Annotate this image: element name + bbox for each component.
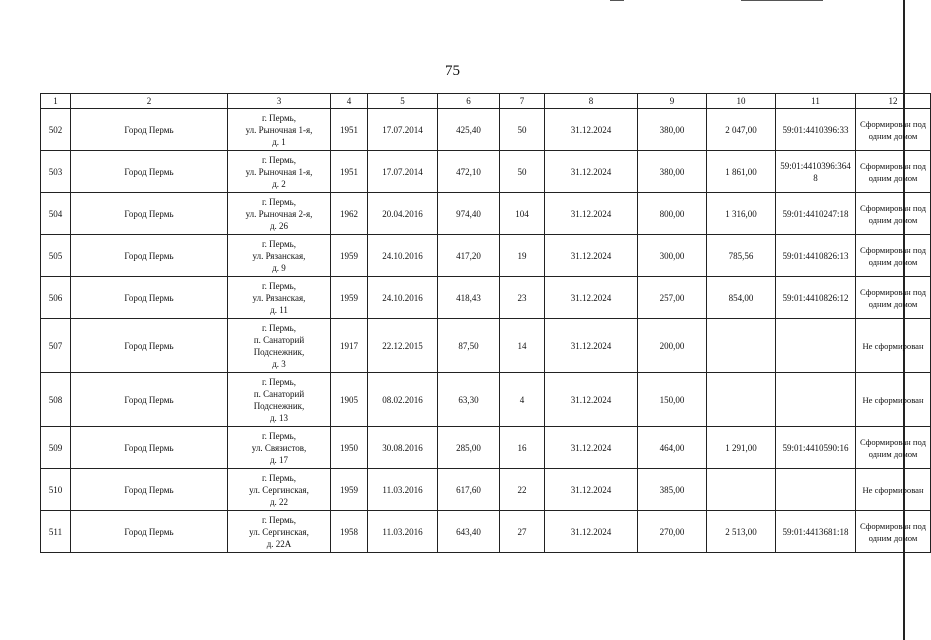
cell-c10 (707, 319, 776, 373)
cell-city: Город Пермь (71, 373, 228, 427)
cell-c10: 1 861,00 (707, 151, 776, 193)
column-header: 9 (638, 94, 707, 109)
cell-date: 08.02.2016 (368, 373, 438, 427)
cell-area: 974,40 (438, 193, 500, 235)
cell-deadline: 31.12.2024 (545, 469, 638, 511)
cell-address: г. Пермь, ул. Связистов, д. 17 (228, 427, 331, 469)
cell-address: г. Пермь, ул. Сергинская, д. 22 (228, 469, 331, 511)
cell-deadline: 31.12.2024 (545, 319, 638, 373)
cell-cadastre: 59:01:4410590:16 (776, 427, 856, 469)
cell-cadastre: 59:01:4410396:33 (776, 109, 856, 151)
cell-address: г. Пермь, ул. Сергинская, д. 22А (228, 511, 331, 553)
cell-date: 22.12.2015 (368, 319, 438, 373)
cell-status: Сформирован под одним домом (856, 511, 931, 553)
cell-city: Город Пермь (71, 151, 228, 193)
cell-status: Сформирован под одним домом (856, 193, 931, 235)
column-header: 10 (707, 94, 776, 109)
cell-address: г. Пермь, ул. Рыночная 1-я, д. 1 (228, 109, 331, 151)
cell-deadline: 31.12.2024 (545, 511, 638, 553)
cell-address: г. Пермь, п. Санаторий Подснежник, д. 3 (228, 319, 331, 373)
cell-year: 1962 (331, 193, 368, 235)
cell-c10 (707, 373, 776, 427)
cell-c10: 1 291,00 (707, 427, 776, 469)
cell-c9: 150,00 (638, 373, 707, 427)
cell-residents: 4 (500, 373, 545, 427)
table-row (41, 151, 931, 193)
column-header: 11 (776, 94, 856, 109)
cell-c10: 2 513,00 (707, 511, 776, 553)
cell-address: г. Пермь, ул. Рыночная 1-я, д. 2 (228, 151, 331, 193)
cell-deadline: 31.12.2024 (545, 373, 638, 427)
page-number: 75 (445, 63, 460, 79)
cell-area: 643,40 (438, 511, 500, 553)
column-header: 8 (545, 94, 638, 109)
cell-n: 511 (41, 511, 71, 553)
column-header: 2 (71, 94, 228, 109)
cell-residents: 104 (500, 193, 545, 235)
cell-c9: 200,00 (638, 319, 707, 373)
cell-date: 24.10.2016 (368, 277, 438, 319)
table-body (41, 109, 931, 553)
cell-c9: 257,00 (638, 277, 707, 319)
table-row (41, 319, 931, 373)
cell-date: 11.03.2016 (368, 511, 438, 553)
cell-area: 418,43 (438, 277, 500, 319)
cell-status: Сформирован под одним домом (856, 151, 931, 193)
header-row (41, 94, 931, 109)
cell-city: Город Пермь (71, 511, 228, 553)
cell-status: Сформирован под одним домом (856, 109, 931, 151)
table-row (41, 427, 931, 469)
cell-n: 504 (41, 193, 71, 235)
cell-residents: 14 (500, 319, 545, 373)
cell-c10: 2 047,00 (707, 109, 776, 151)
cell-deadline: 31.12.2024 (545, 193, 638, 235)
cell-n: 502 (41, 109, 71, 151)
column-header: 7 (500, 94, 545, 109)
cell-date: 17.07.2014 (368, 109, 438, 151)
cell-n: 506 (41, 277, 71, 319)
cell-cadastre: 59:01:4410396:364 8 (776, 151, 856, 193)
cell-city: Город Пермь (71, 235, 228, 277)
cell-cadastre: 59:01:4410826:13 (776, 235, 856, 277)
column-header: 3 (228, 94, 331, 109)
cell-year: 1959 (331, 469, 368, 511)
cell-year: 1917 (331, 319, 368, 373)
cell-area: 417,20 (438, 235, 500, 277)
column-header: 6 (438, 94, 500, 109)
cell-area: 87,50 (438, 319, 500, 373)
cell-year: 1951 (331, 151, 368, 193)
cell-year: 1959 (331, 277, 368, 319)
cell-deadline: 31.12.2024 (545, 151, 638, 193)
cell-c9: 800,00 (638, 193, 707, 235)
cell-city: Город Пермь (71, 109, 228, 151)
cell-residents: 19 (500, 235, 545, 277)
column-header: 4 (331, 94, 368, 109)
table-row (41, 277, 931, 319)
cell-date: 17.07.2014 (368, 151, 438, 193)
cell-residents: 50 (500, 151, 545, 193)
cell-status: Сформирован под одним домом (856, 235, 931, 277)
cell-address: г. Пермь, п. Санаторий Подснежник, д. 13 (228, 373, 331, 427)
cell-c9: 380,00 (638, 151, 707, 193)
cell-address: г. Пермь, ул. Рыночная 2-я, д. 26 (228, 193, 331, 235)
table-row (41, 193, 931, 235)
cell-city: Город Пермь (71, 469, 228, 511)
cell-deadline: 31.12.2024 (545, 277, 638, 319)
cell-status: Сформирован под одним домом (856, 427, 931, 469)
cell-n: 505 (41, 235, 71, 277)
cell-n: 510 (41, 469, 71, 511)
column-header: 1 (41, 94, 71, 109)
cell-date: 30.08.2016 (368, 427, 438, 469)
cell-year: 1905 (331, 373, 368, 427)
cell-city: Город Пермь (71, 319, 228, 373)
cell-c9: 380,00 (638, 109, 707, 151)
cell-cadastre (776, 319, 856, 373)
cell-year: 1950 (331, 427, 368, 469)
cell-city: Город Пермь (71, 277, 228, 319)
cell-cadastre: 59:01:4413681:18 (776, 511, 856, 553)
cell-cadastre: 59:01:4410826:12 (776, 277, 856, 319)
cell-city: Город Пермь (71, 427, 228, 469)
cell-c10 (707, 469, 776, 511)
column-header: 12 (856, 94, 931, 109)
table-row (41, 109, 931, 151)
cell-c10: 854,00 (707, 277, 776, 319)
table-row (41, 235, 931, 277)
cell-address: г. Пермь, ул. Рязанская, д. 9 (228, 235, 331, 277)
cell-status: Не сформирован (856, 469, 931, 511)
cell-cadastre (776, 373, 856, 427)
cell-status: Не сформирован (856, 319, 931, 373)
register-table (40, 93, 931, 553)
cell-n: 507 (41, 319, 71, 373)
table-row (41, 373, 931, 427)
cell-residents: 50 (500, 109, 545, 151)
cell-year: 1951 (331, 109, 368, 151)
cell-deadline: 31.12.2024 (545, 427, 638, 469)
cell-residents: 23 (500, 277, 545, 319)
cell-area: 285,00 (438, 427, 500, 469)
scan-mark-left (610, 0, 624, 1)
cell-address: г. Пермь, ул. Рязанская, д. 11 (228, 277, 331, 319)
cell-cadastre: 59:01:4410247:18 (776, 193, 856, 235)
cell-residents: 27 (500, 511, 545, 553)
cell-status: Не сформирован (856, 373, 931, 427)
cell-n: 503 (41, 151, 71, 193)
cell-residents: 16 (500, 427, 545, 469)
table-row (41, 511, 931, 553)
cell-date: 11.03.2016 (368, 469, 438, 511)
cell-c10: 785,56 (707, 235, 776, 277)
cell-year: 1959 (331, 235, 368, 277)
cell-status: Сформирован под одним домом (856, 277, 931, 319)
scan-mark-right (741, 0, 823, 1)
cell-city: Город Пермь (71, 193, 228, 235)
cell-date: 24.10.2016 (368, 235, 438, 277)
cell-residents: 22 (500, 469, 545, 511)
cell-deadline: 31.12.2024 (545, 235, 638, 277)
cell-n: 508 (41, 373, 71, 427)
cell-area: 472,10 (438, 151, 500, 193)
cell-date: 20.04.2016 (368, 193, 438, 235)
cell-area: 63,30 (438, 373, 500, 427)
cell-area: 617,60 (438, 469, 500, 511)
cell-cadastre (776, 469, 856, 511)
cell-c9: 270,00 (638, 511, 707, 553)
cell-year: 1958 (331, 511, 368, 553)
cell-c9: 385,00 (638, 469, 707, 511)
table-row (41, 469, 931, 511)
cell-n: 509 (41, 427, 71, 469)
cell-deadline: 31.12.2024 (545, 109, 638, 151)
cell-c9: 464,00 (638, 427, 707, 469)
column-header: 5 (368, 94, 438, 109)
cell-c9: 300,00 (638, 235, 707, 277)
cell-area: 425,40 (438, 109, 500, 151)
cell-c10: 1 316,00 (707, 193, 776, 235)
